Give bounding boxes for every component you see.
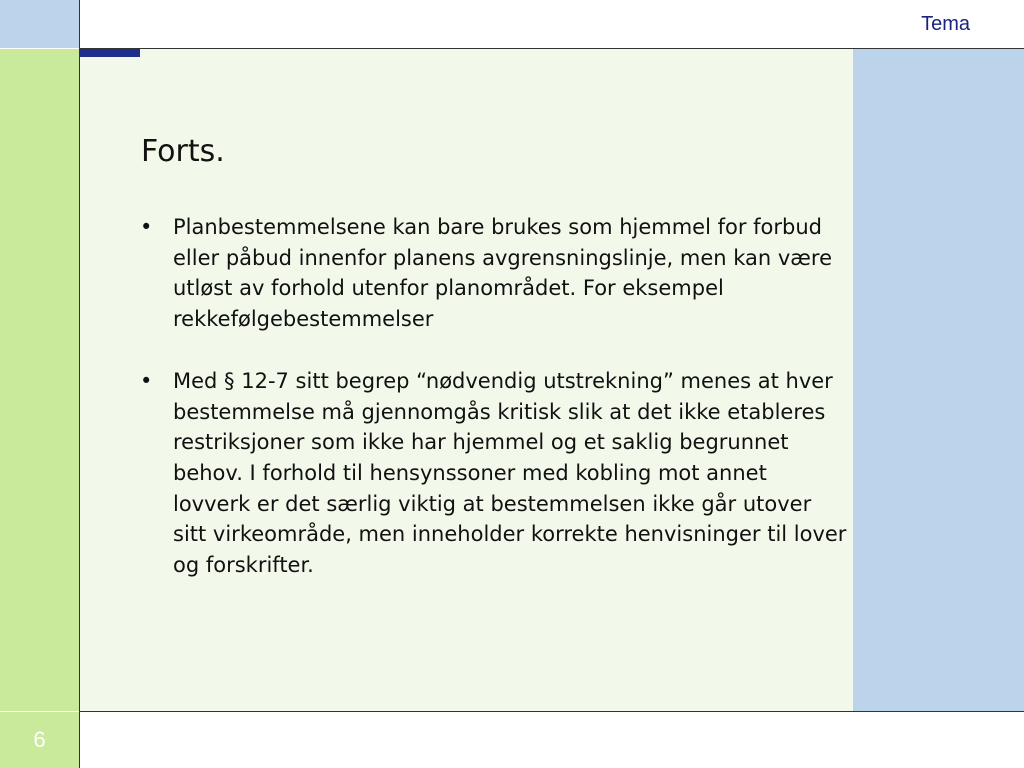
slide-title: Forts.	[141, 134, 225, 169]
vertical-divider	[79, 0, 80, 768]
bullet-list	[140, 212, 850, 612]
header-label: Tema	[921, 13, 970, 35]
page-number: 6	[33, 727, 46, 752]
left-side-panel	[0, 49, 79, 711]
footer-bar	[79, 712, 1024, 768]
top-left-panel	[0, 0, 79, 48]
bullet-icon: •	[140, 215, 153, 239]
bullet-icon: •	[140, 368, 153, 393]
accent-bar	[80, 49, 140, 57]
list-item	[140, 212, 850, 335]
right-side-panel	[853, 49, 1024, 711]
list-item	[140, 366, 850, 581]
footer-divider	[79, 711, 1024, 712]
bullet-text: Med § 12-7 sitt begrep “nødvendig utstrekning” menes at hver bestemmelse må gjennomgås kritisk slik at det ikke etableres restriksjoner som ikke har hjemmel og et saklig begrunnet behov. I forhold til hensynssoner med kobling mot annet lovverk er det særlig viktig at bestemmelsen ikke går utover sitt virkeområde, men inneholder korrekte henvisninger til lover og forskrifter.	[173, 368, 847, 578]
header-bar	[79, 0, 1024, 48]
header-divider	[79, 48, 1024, 49]
bullet-text: Planbestemmelsene kan bare brukes som hjemmel for forbud eller påbud innenfor planens avgrensningslinje, men kan være utløst av forhold utenfor planområdet. For eksempel rekkefølgebestemmelser	[173, 215, 833, 332]
